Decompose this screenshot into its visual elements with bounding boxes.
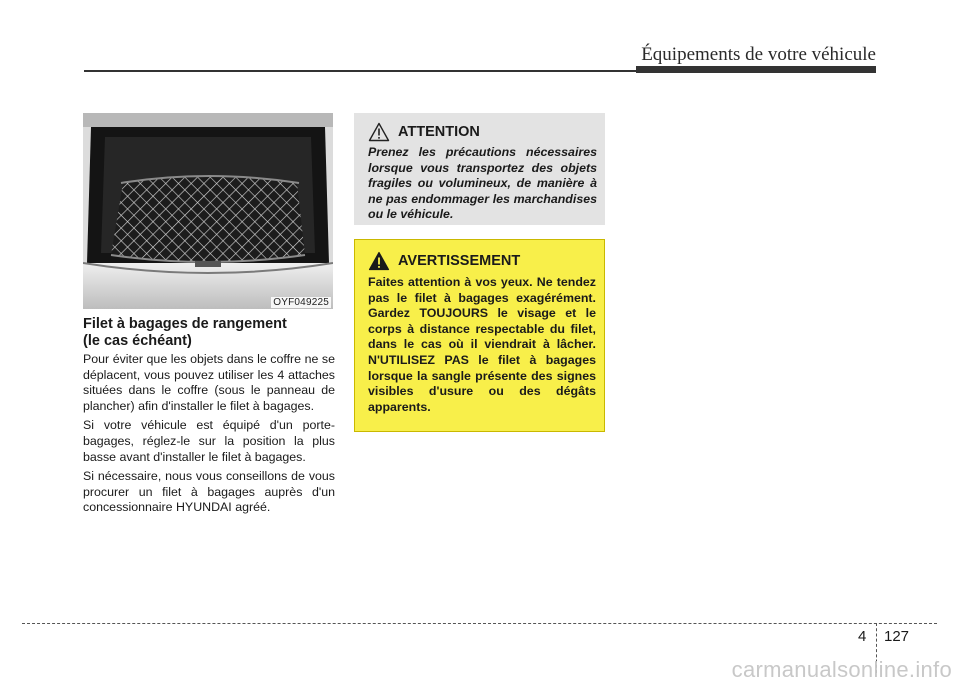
section-body — [83, 352, 335, 520]
footer-rule — [22, 623, 937, 624]
warning-text: Faites attention à vos yeux. Ne tendez pas le filet à bagages exagérément. Gardez TOUJOURS le visage et le corps à distance respectable du filet, dans le cas où il viendrait à lâcher. N'UTILISEZ PAS le filet à bagages lorsque la sangle présente des signes visibles d'usure ou des dégâts apparents. — [368, 275, 596, 414]
section-heading-line1: Filet à bagages de rangement — [83, 316, 287, 332]
attention-text: Prenez les précautions nécessaires lorsque vous transportez des objets fragiles ou volumineux, de manière à ne pas endommager les marchandises ou le véhicule. — [368, 145, 597, 222]
section-heading-line2: (le cas échéant) — [83, 333, 192, 349]
attention-box — [354, 113, 605, 225]
header-title: Équipements de votre véhicule — [641, 44, 876, 65]
warning-triangle-icon — [368, 251, 390, 271]
section-heading — [83, 316, 335, 350]
body-paragraph: Pour éviter que les objets dans le coffre ne se déplacent, vous pouvez utiliser les 4 attaches situées dans le coffre (sous le panneau de plancher) afin d'installer le filet à bagages. — [83, 352, 335, 413]
body-paragraph: Si votre véhicule est équipé d'un porte-bagages, réglez-le sur la position la plus basse avant d'installer le filet à bagages. — [83, 418, 335, 464]
warning-box — [354, 239, 605, 432]
trunk-net-photo — [83, 113, 333, 309]
watermark: carmanualsonline.info — [731, 657, 952, 682]
attention-title: ATTENTION — [398, 124, 480, 140]
chapter-number: 4 — [858, 628, 867, 645]
warning-title: AVERTISSEMENT — [398, 253, 521, 269]
caution-triangle-icon — [368, 122, 390, 142]
figure-code: OYF049225 — [273, 297, 329, 308]
header-rule-accent — [636, 66, 876, 73]
page-number: 127 — [884, 628, 910, 645]
body-paragraph: Si nécessaire, nous vous conseillons de vous procurer un filet à bagages auprès d'un concessionnaire HYUNDAI agréé. — [83, 469, 335, 515]
